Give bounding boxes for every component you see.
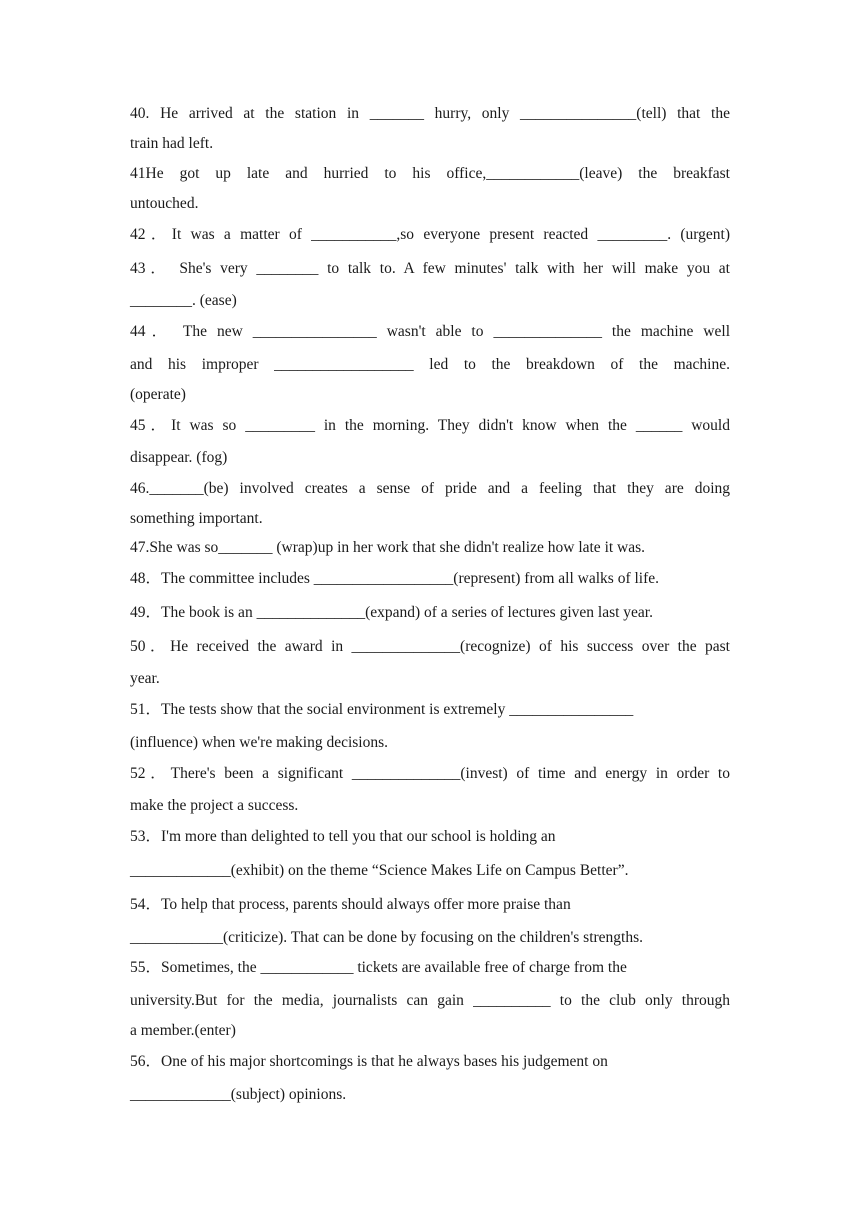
question-50-line-2: year. [130,670,160,687]
question-47-line-1: 47.She was so_______ (wrap)up in her work that she didn't realize how late it was. [130,539,646,556]
question-56-line-2: _____________(subject) opinions. [130,1086,347,1103]
question-49-line-1: 49．The book is an ______________(expand) of a series of lectures given last year. [130,604,653,621]
question-51-line-1: 51．The tests show that the social environment is extremely ________________ [130,701,634,718]
question-40-line-2: train had left. [130,135,214,152]
question-52-line-2: make the project a success. [130,797,299,814]
question-41-line-1: 41He got up late and hurried to his office,____________(leave) the breakfast [130,165,730,182]
question-46-line-2: something important. [130,510,263,527]
question-53-line-2: _____________(exhibit) on the theme “Science Makes Life on Campus Better”. [130,862,629,879]
question-55-line-3: a member.(enter) [130,1022,236,1039]
question-55-line-2: university.But for the media, journalists can gain __________ to the club only through [130,992,730,1009]
question-46-line-1: 46._______(be) involved creates a sense of pride and a feeling that they are doing [130,480,730,497]
question-54-line-1: 54．To help that process, parents should always offer more praise than [130,896,571,913]
question-44-line-3: (operate) [130,386,186,403]
question-45-line-2: disappear. (fog) [130,449,228,466]
question-54-line-2: ____________(criticize). That can be done by focusing on the children's strengths. [130,929,644,946]
question-55-line-1: 55．Sometimes, the ____________ tickets are available free of charge from the [130,959,627,976]
question-56-line-1: 56．One of his major shortcomings is that he always bases his judgement on [130,1053,608,1070]
question-51-line-2: (influence) when we're making decisions. [130,734,389,751]
question-45-line-1: 45．It was so _________ in the morning. They didn't know when the ______ would [130,417,730,434]
question-44-line-1: 44． The new ________________ wasn't able to ______________ the machine well [130,323,730,340]
question-43-line-2: ________. (ease) [130,292,237,309]
question-43-line-1: 43． She's very ________ to talk to. A few minutes' talk with her will make you at [130,260,730,277]
question-44-line-2: and his improper __________________ led to the breakdown of the machine. [130,356,730,373]
question-50-line-1: 50．He received the award in ______________(recognize) of his success over the past [130,638,730,655]
question-41-line-2: untouched. [130,195,199,212]
question-53-line-1: 53．I'm more than delighted to tell you that our school is holding an [130,828,556,845]
question-42-line-1: 42．It was a matter of ___________,so everyone present reacted _________. (urgent) [130,226,730,243]
question-48-line-1: 48．The committee includes __________________(represent) from all walks of life. [130,570,660,587]
question-40-line-1: 40. He arrived at the station in _______ hurry, only _______________(tell) that the [130,105,730,122]
question-52-line-1: 52．There's been a significant ______________(invest) of time and energy in order to [130,765,730,782]
